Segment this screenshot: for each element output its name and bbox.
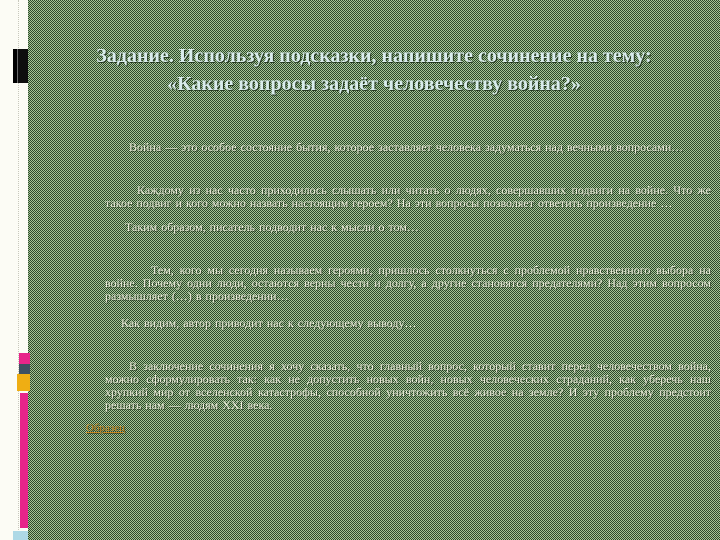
slate-square-decoration <box>19 364 30 374</box>
blue-corner-decoration <box>13 531 28 540</box>
essay-paragraph-author-conclusion: Как видим, автор приводит нас к следующему выводу… <box>121 316 417 330</box>
essay-paragraph-final: В заключение сочинения я хочу сказать, что главный вопрос, который ставит перед человечеством война, можно сформулировать так: как не допустить новых войн, новых человеческих страданий, как уберечь наш хрупкий мир от вселенской катастрофы, способной уничтожить всё живое на земле? И эту проблему предстоит решать нам — людям XXI века. <box>105 359 711 412</box>
essay-paragraph-intro: Война — это особое состояние бытия, которое заставляет человека задуматься над вечными вопросами… <box>129 140 684 154</box>
sample-link[interactable]: Образец <box>86 422 126 434</box>
essay-paragraph-writer-conclusion: Таким образом, писатель подводит нас к мысли о том… <box>125 220 419 234</box>
slide-title: Задание. Используя подсказки, напишите сочинение на тему: «Какие вопросы задаёт человечеству война?» <box>96 45 652 95</box>
essay-paragraph-heroism: Каждому из нас часто приходилось слышать или читать о людях, совершавших подвиги на войне. Что же такое подвиг и кого можно назвать настоящим героем? На эти вопросы позволяет ответить произведение … <box>105 183 711 210</box>
yellow-square-decoration <box>17 374 30 391</box>
black-rectangle-decoration <box>13 49 28 83</box>
pink-bar-decoration <box>20 393 28 528</box>
essay-content <box>86 140 711 435</box>
essay-paragraph-moral-choice: Тем, кого мы сегодня называем героями, пришлось столкнуться с проблемой нравственного выбора на войне. Почему одни люди, остаются верны чести и долгу, а другие становятся предателями? Над этим вопросом размышляет (…) в произведении… <box>105 263 711 303</box>
pink-square-decoration <box>19 353 30 364</box>
